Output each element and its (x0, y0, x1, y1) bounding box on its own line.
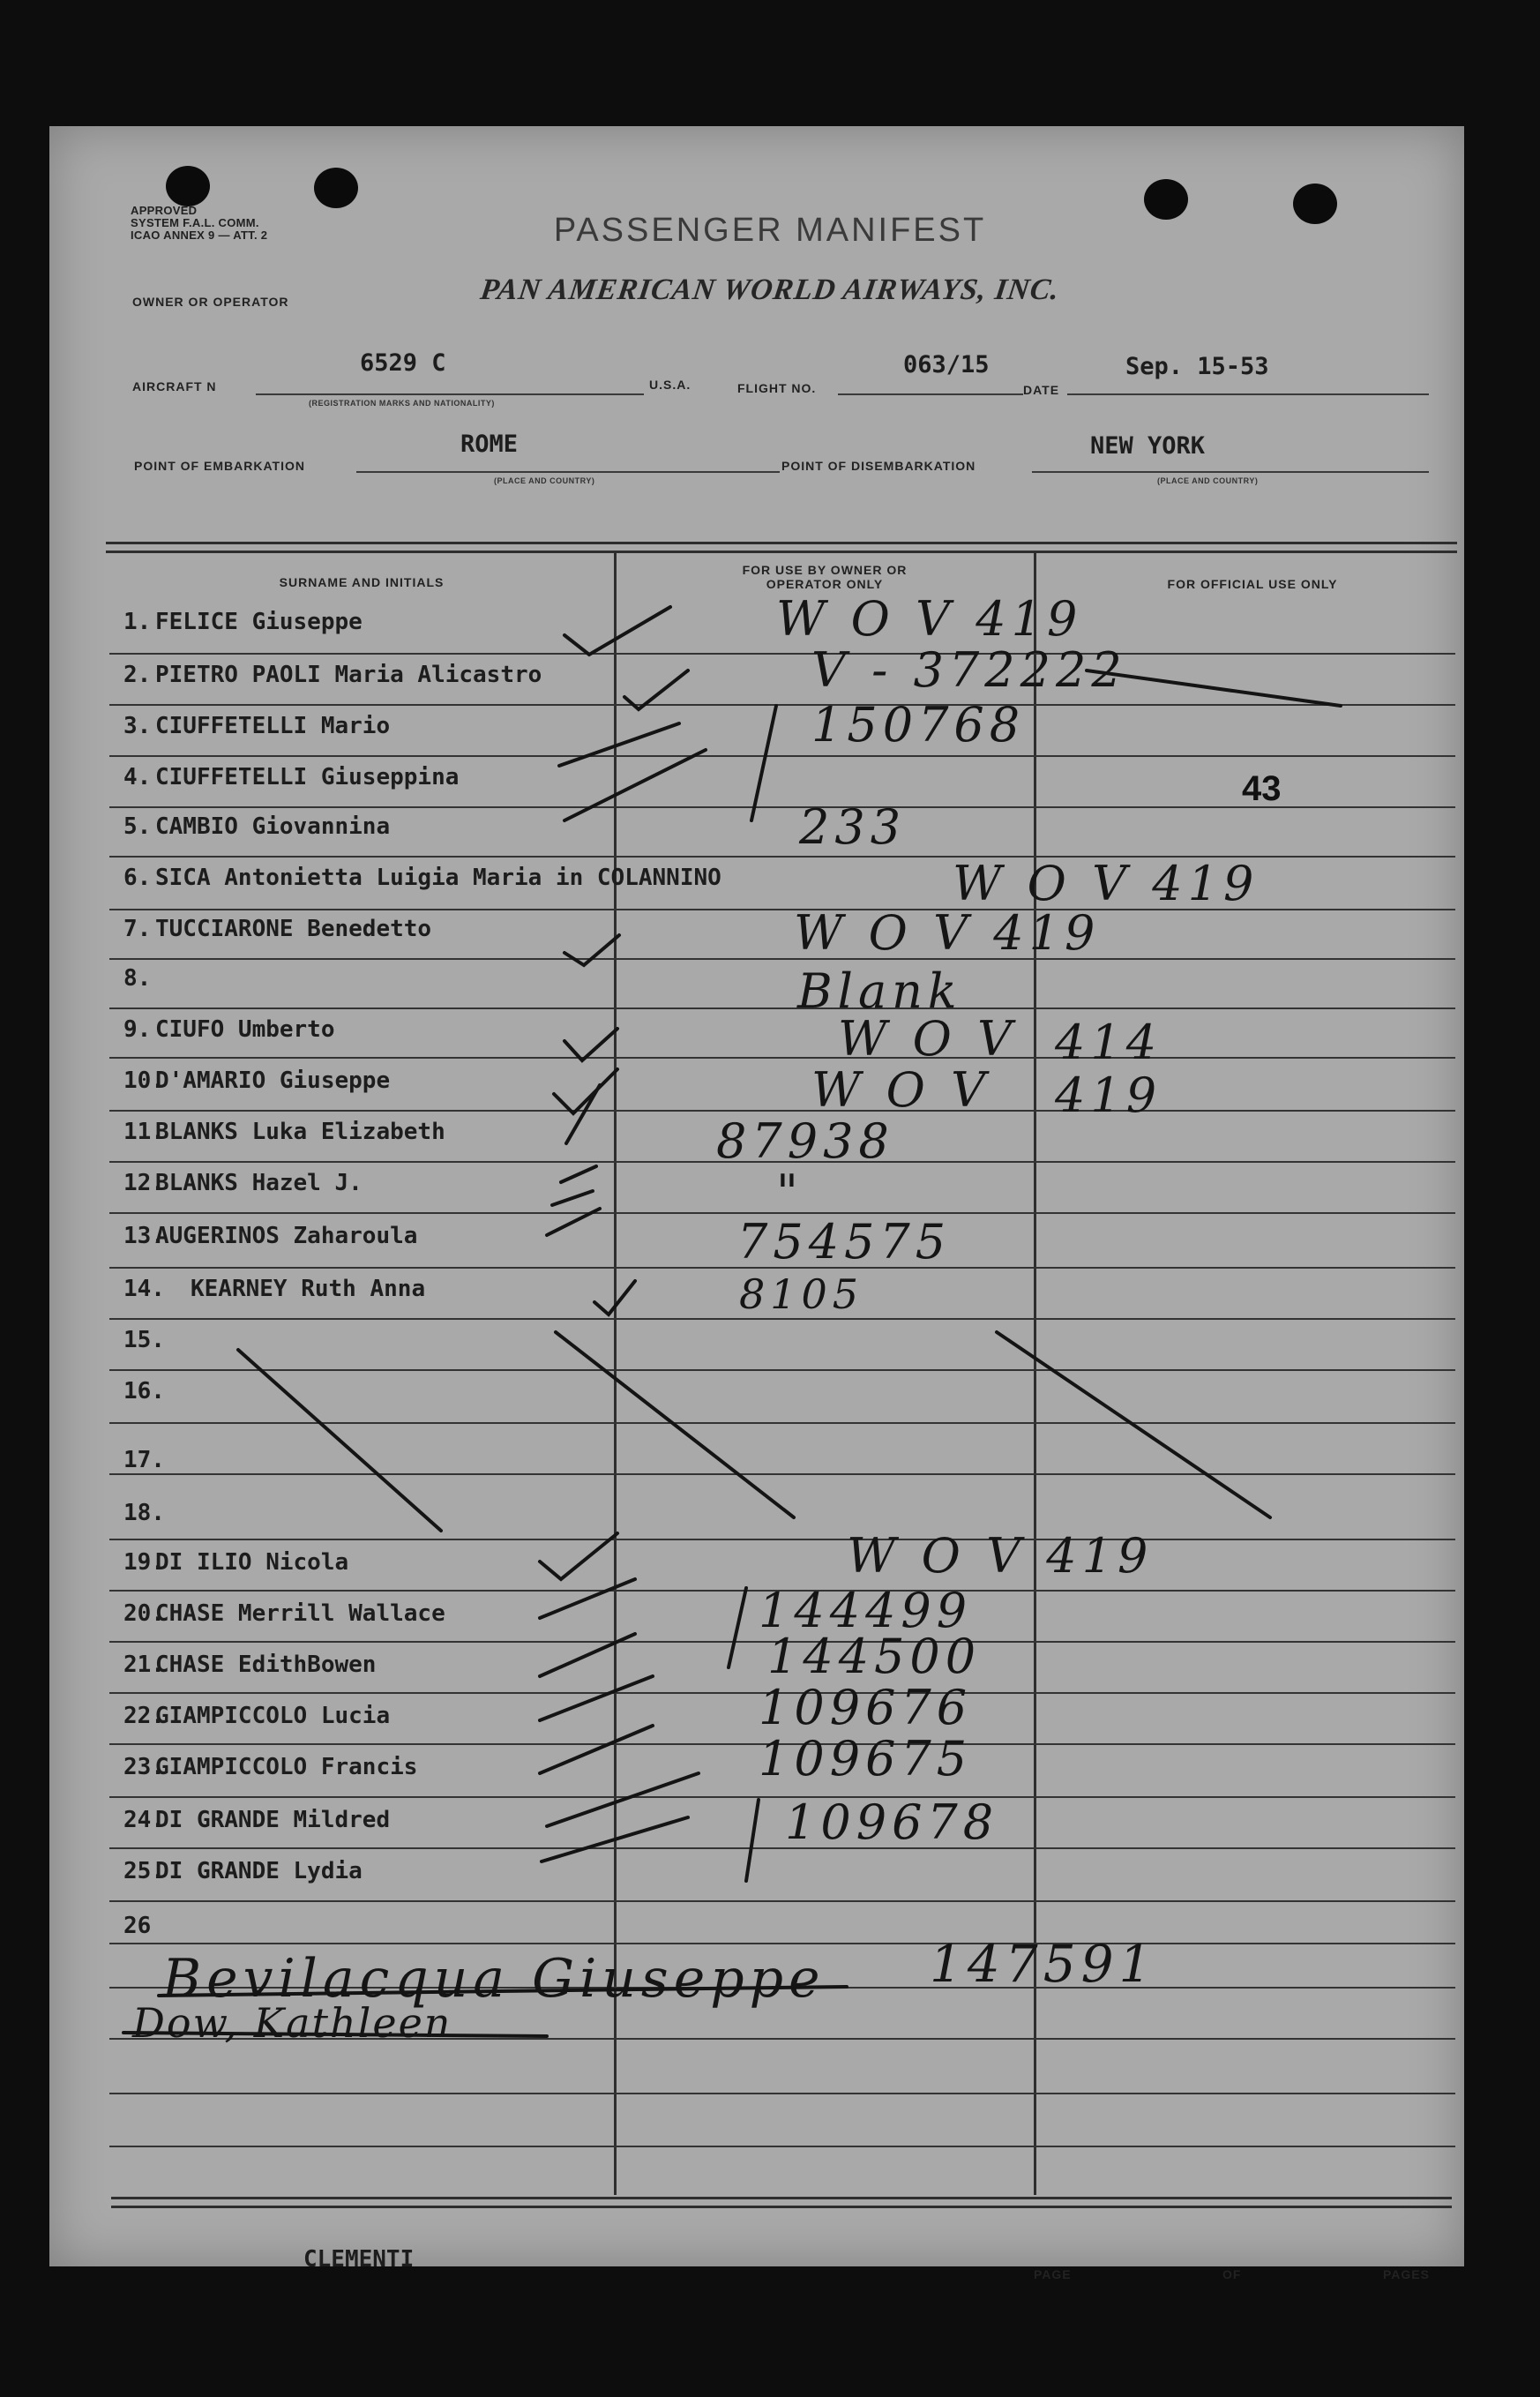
passenger-name: CHASE Merrill Wallace (155, 1600, 445, 1627)
embark-label: POINT OF EMBARKATION (134, 459, 305, 473)
approved-line: SYSTEM F.A.L. COMM. (131, 216, 259, 229)
passenger-name: DI GRANDE Mildred (155, 1807, 391, 1833)
hw-entry: 109678 (785, 1794, 999, 1850)
hw-entry: 8105 (739, 1270, 864, 1318)
passenger-name: GIAMPICCOLO Lucia (155, 1703, 391, 1729)
check-mark (566, 1085, 600, 1143)
passenger-name: TUCCIARONE Benedetto (155, 916, 432, 942)
bracket-mark (751, 706, 776, 820)
passenger-name: SICA Antonietta Luigia Maria in COLANNINO (155, 865, 721, 891)
flight-number: 063/15 (903, 351, 990, 378)
hw-entry: 419 (1055, 1067, 1162, 1123)
strike-mark (561, 1166, 596, 1182)
bracket-mark (729, 1588, 746, 1667)
row-number: 3. (123, 713, 152, 739)
aircraft-label: AIRCRAFT N (132, 379, 217, 393)
row-number: 23. (123, 1754, 165, 1780)
hw-entry: W O V (811, 1062, 991, 1118)
disembark-place-note: (PLACE AND COUNTRY) (1157, 476, 1259, 485)
passenger-name: BLANKS Hazel J. (155, 1170, 363, 1196)
diagonal-strike (556, 1332, 794, 1517)
approved-line: ICAO ANNEX 9 — ATT. 2 (131, 228, 268, 242)
passenger-name: CAMBIO Giovannina (155, 813, 391, 840)
diagonal-strike (997, 1332, 1270, 1517)
row-number: 11. (123, 1119, 165, 1145)
row-number: 26 (123, 1913, 152, 1939)
strike-mark (559, 723, 679, 766)
hw-entry: 144499 (759, 1583, 973, 1638)
underline-mark (159, 1987, 847, 1996)
row-number: 20. (123, 1600, 165, 1627)
check-mark (624, 670, 688, 709)
embark-place: ROME (460, 431, 519, 458)
row-number: 25. (123, 1858, 165, 1884)
strike-mark (547, 1773, 699, 1826)
company-name: PAN AMERICAN WORLD AIRWAYS, INC. (478, 273, 1062, 306)
row-number: 9. (123, 1016, 152, 1043)
crossout-mark (123, 2033, 547, 2036)
date-label: DATE (1023, 383, 1060, 397)
passenger-name: PIETRO PAOLI Maria Alicastro (155, 662, 542, 688)
flight-date: Sep. 15-53 (1125, 353, 1269, 380)
strike-mark (540, 1634, 635, 1676)
column-header-official: FOR OFFICIAL USE ONLY (1167, 577, 1338, 591)
passenger-name: CIUFFETELLI Mario (155, 713, 391, 739)
passenger-name: KEARNEY Ruth Anna (191, 1276, 426, 1302)
pages-label: PAGES (1383, 2267, 1430, 2281)
row-number: 7. (123, 916, 152, 942)
passenger-name: DI GRANDE Lydia (155, 1858, 363, 1884)
hw-entry: 150768 (811, 697, 1026, 753)
row-number: 19. (123, 1549, 165, 1576)
hw-entry: 109675 (759, 1731, 973, 1787)
row-number: 17. (123, 1447, 165, 1473)
strike-mark (540, 1676, 653, 1720)
passenger-name: AUGERINOS Zaharoula (155, 1223, 418, 1249)
official-count: 43 (1242, 769, 1282, 808)
flight-label: FLIGHT NO. (737, 381, 817, 395)
passenger-name: DI ILIO Nicola (155, 1549, 349, 1576)
embark-place-note: (PLACE AND COUNTRY) (494, 476, 595, 485)
column-header-owner: FOR USE BY OWNER OR OPERATOR ONLY (742, 563, 908, 591)
page-title: PASSENGER MANIFEST (553, 212, 987, 249)
owner-label: OWNER OR OPERATOR (132, 295, 289, 309)
hw-entry: 87938 (716, 1113, 894, 1169)
row-number: 18. (123, 1500, 165, 1526)
row-number: 4. (123, 764, 152, 790)
hw-entry: 233 (799, 799, 907, 855)
row-number: 10. (123, 1067, 165, 1094)
row-number: 22. (123, 1703, 165, 1729)
bracket-mark (746, 1800, 759, 1881)
of-label: OF (1222, 2267, 1242, 2281)
column-header-surname: SURNAME AND INITIALS (279, 575, 445, 589)
strike-mark (540, 1726, 653, 1773)
hw-entry: W O V 419 (794, 905, 1101, 961)
passenger-name: BLANKS Luka Elizabeth (155, 1119, 445, 1145)
check-mark (564, 935, 619, 965)
registration-note: (REGISTRATION MARKS AND NATIONALITY) (309, 399, 495, 408)
check-mark (594, 1281, 635, 1315)
disembark-place: NEW YORK (1090, 432, 1206, 460)
hw-entry: 414 (1055, 1015, 1162, 1070)
check-mark (564, 1029, 617, 1060)
hw-entry: 754575 (737, 1214, 952, 1270)
passenger-name: CIUFO Umberto (155, 1016, 335, 1043)
strike-mark (542, 1817, 688, 1861)
diagonal-strike (238, 1350, 441, 1531)
usa-label: U.S.A. (649, 378, 692, 392)
row-number: 2. (123, 662, 152, 688)
row-number: 8. (123, 965, 152, 992)
row-number: 24. (123, 1807, 165, 1833)
check-mark (564, 607, 670, 655)
hw-entry: V - 372222 (811, 642, 1127, 698)
page-label: PAGE (1034, 2267, 1072, 2281)
row-number: 13. (123, 1223, 165, 1249)
row-number: 6. (123, 865, 152, 891)
strike-mark (547, 1209, 600, 1235)
hw-extra-number: 147591 (930, 1934, 1157, 1994)
hw-entry: W O V 419 (847, 1528, 1154, 1584)
aircraft-number: 6529 C (360, 349, 446, 377)
row-number: 5. (123, 813, 152, 840)
strike-mark (540, 1579, 635, 1618)
strike-mark (1087, 670, 1341, 706)
hw-entry: Blank (797, 963, 962, 1019)
row-number: 1. (123, 609, 152, 635)
check-mark (540, 1533, 617, 1579)
passenger-name: FELICE Giuseppe (155, 609, 363, 635)
hw-entry: " (776, 1165, 804, 1220)
officer-name: CLEMENTI (303, 2246, 415, 2273)
hw-entry: W O V 419 (953, 856, 1260, 911)
passenger-name: D'AMARIO Giuseppe (155, 1067, 391, 1094)
strike-mark (552, 1191, 593, 1205)
hw-crossed-name: Dow, Kathleen (132, 1999, 452, 2047)
row-number: 14. (123, 1276, 165, 1302)
hw-entry: 109676 (759, 1680, 973, 1735)
row-number: 15. (123, 1327, 165, 1353)
hw-entry: 144500 (767, 1629, 982, 1684)
passenger-name: GIAMPICCOLO Francis (155, 1754, 418, 1780)
approved-line: APPROVED (131, 204, 198, 217)
disembark-label: POINT OF DISEMBARKATION (781, 459, 976, 473)
passenger-name: CIUFFETELLI Giuseppina (155, 764, 460, 790)
row-number: 21. (123, 1652, 165, 1678)
strike-mark (564, 750, 706, 820)
hw-entry: W O V (838, 1011, 1018, 1067)
hw-entry: W O V 419 (776, 591, 1083, 647)
passenger-name: CHASE EdithBowen (155, 1652, 377, 1678)
row-number: 12. (123, 1170, 165, 1196)
hw-extra-name: Bevilacqua Giuseppe (162, 1948, 826, 2010)
row-number: 16. (123, 1378, 165, 1404)
